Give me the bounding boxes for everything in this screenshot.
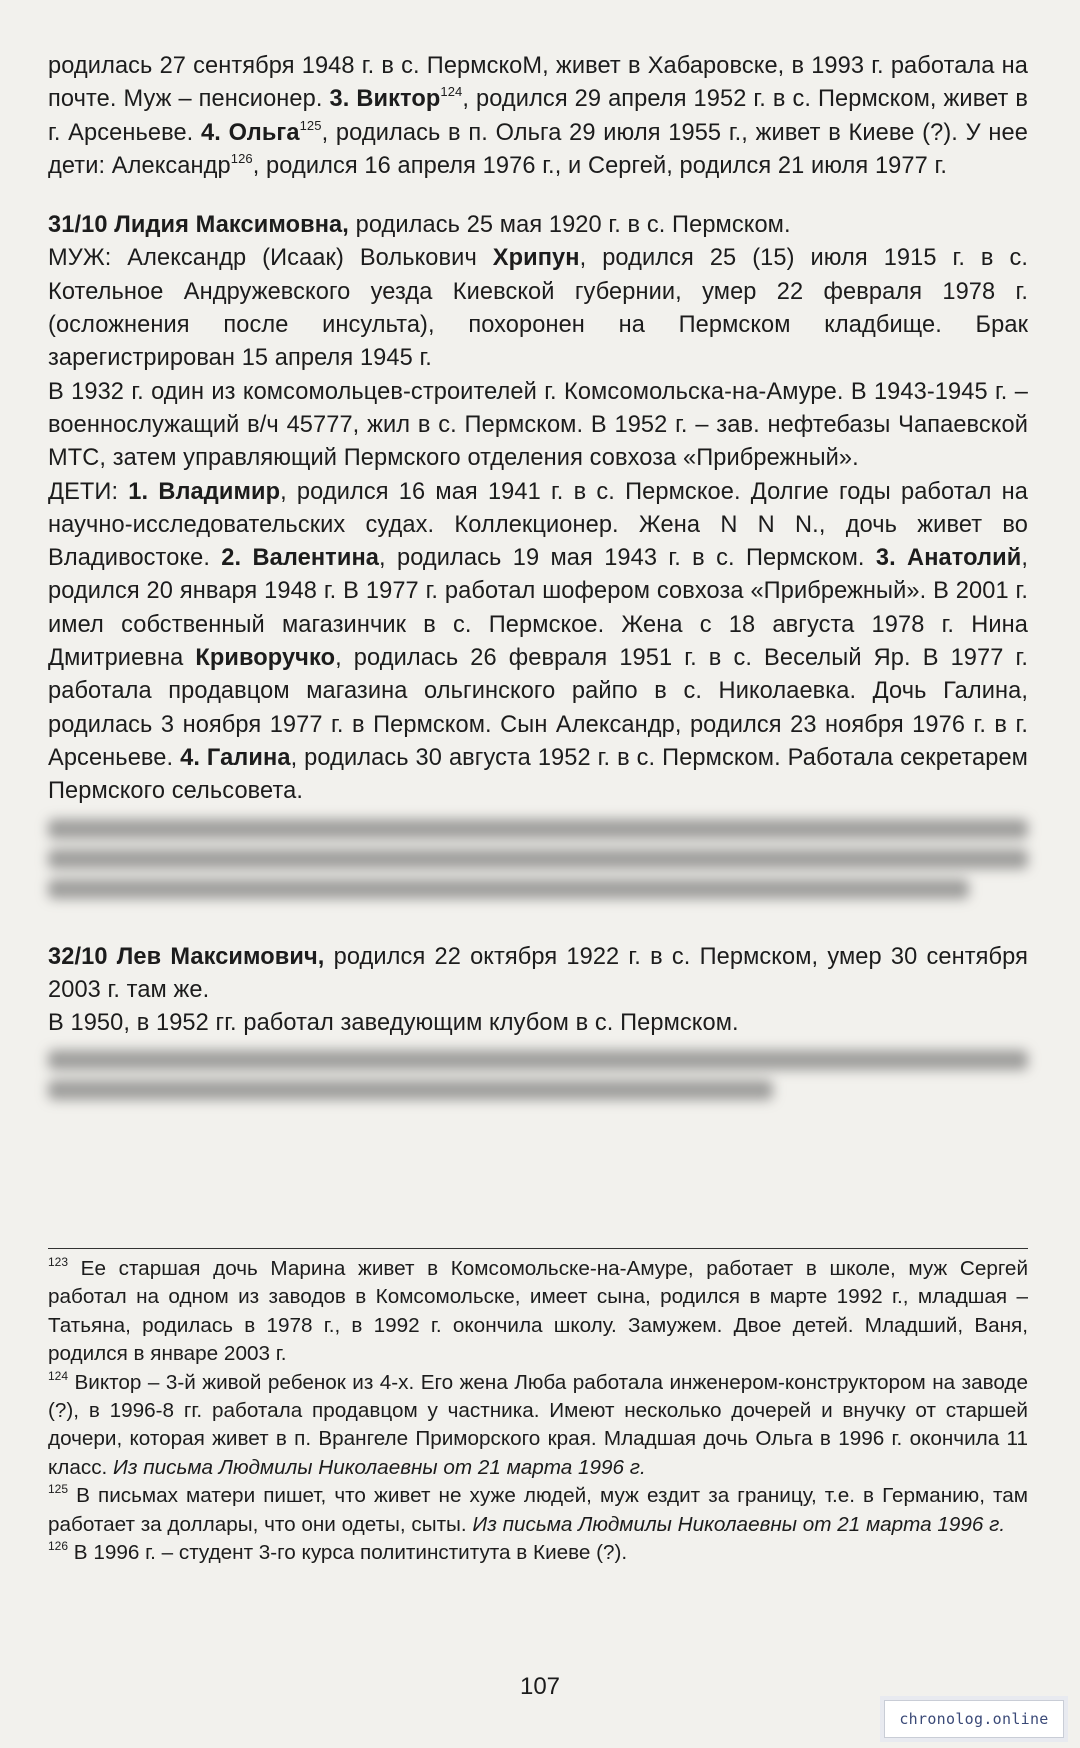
text-run: родился 22 октября 1922 г. в с. Пермском, умер 30 сентября 2003 г. там же. <box>48 943 1028 1003</box>
entry-paragraph <box>48 476 1028 809</box>
italic-source: Из письма Людмилы Николаевны от 21 марта 1996 г. <box>472 1512 1006 1536</box>
footnote-ref: 123 <box>48 1255 69 1269</box>
text-run: родилась 27 сентября 1948 г. в с. ПермскоМ, живет в Хабаровске, в 1993 г. работала на почте. Муж – пенсионер. <box>48 53 1028 113</box>
italic-source: Из письма Людмилы Николаевны от 21 марта 1996 г. <box>113 1455 646 1479</box>
bold-name: 32/10 Лев Максимович, <box>48 943 325 970</box>
text-run: , родился 16 мая 1941 г. в с. Пермское. Долгие годы работал на научно-исследовательских судах. Коллекционер. Жена N N N., дочь живет во Владивостоке. <box>48 478 1028 572</box>
entry-paragraph <box>48 1007 1028 1040</box>
text-run: В 1950, в 1952 гг. работал заведующим клубом в с. Пермском. <box>48 1010 739 1037</box>
text-run: , родился 16 апреля 1976 г., и Сергей, родился 21 июля 1977 г. <box>252 152 947 179</box>
text-run: , родился 29 апреля 1952 г. в с. Пермском, живет в г. Арсеньеве. <box>48 86 1029 146</box>
entry-paragraph <box>48 50 1028 183</box>
text-run: Ее старшая дочь Марина живет в Комсомольске-на-Амуре, работает в школе, муж Сергей работал на одном из заводов в Комсомольске, имеет сына, родился в марте 1992 г., младшая – Татьяна, родилась в 1978 г., в 1992 г. окончила школу. Замужем. Двое детей. Младший, Ваня, родился в январе 2003 г. <box>48 1257 1028 1366</box>
text-run: , родилась 19 мая 1943 г. в с. Пермском. <box>379 545 876 572</box>
bold-name: Криворучко <box>195 645 336 672</box>
bold-name: 31/10 Лидия Максимовна, <box>48 212 349 239</box>
footnote-paragraph <box>48 1255 1028 1369</box>
bold-name: 4. Галина <box>180 744 291 771</box>
bold-name: 4. Ольга <box>201 119 300 146</box>
entry-paragraph <box>48 242 1028 375</box>
bold-name: Хрипун <box>492 245 580 272</box>
footnote-ref: 126 <box>230 150 253 166</box>
footnote-paragraph <box>48 1482 1028 1539</box>
blurred-text-block-2 <box>48 1050 1028 1120</box>
watermark-badge[interactable] <box>884 1700 1064 1738</box>
text-run: , родилась 30 августа 1952 г. в с. Пермском. Работала секретарем Пермского сельсовета. <box>48 744 1028 805</box>
text-run: Виктор – 3-й живой ребенок из 4-х. Его жена Люба работала инженером-конструктором на заводе (?), в 1996-8 гг. работала продавцом у частника. Имеют несколько дочерей и внучку от старшей дочери, которая живет в п. Врангеле Приморского края. Младшая дочь Ольга в 1996 г. окончила 11 класс. <box>48 1370 1028 1479</box>
entry-paragraph <box>48 376 1028 476</box>
text-run: МУЖ: Александр (Исаак) Волькович <box>48 245 493 272</box>
footnote-ref: 124 <box>48 1368 69 1383</box>
entry-paragraph <box>48 209 1028 242</box>
text-run: В письмах матери пишет, что живет не хуже людей, муж ездит за границу, т.е. в Германию, там работает за доллары, что они одеты, сыты. <box>48 1484 1028 1536</box>
page-body <box>48 50 1029 1565</box>
bold-name: 1. Владимир <box>128 478 281 505</box>
footnote-ref: 125 <box>48 1482 69 1497</box>
blurred-text-block <box>48 819 1028 915</box>
entry-paragraph <box>48 941 1028 1008</box>
bold-name: 3. Виктор <box>329 86 441 113</box>
text-run: ДЕТИ: <box>48 478 129 505</box>
text-run: , родился 25 (15) июля 1915 г. в с. Котельное Андружевского уезда Киевской губернии, умер 22 февраля 1978 г. (осложнения после инсульта), похоронен на Пермском кладбище. Брак зарегистрирован 15 апреля 1945 г. <box>48 245 1028 372</box>
footnotes <box>48 1255 1028 1567</box>
bold-name: 3. Анатолий <box>875 545 1022 572</box>
footnote-ref: 125 <box>299 117 322 133</box>
bold-name: 2. Валентина <box>221 545 380 572</box>
main-text-part-1 <box>48 50 1028 809</box>
page-number: 107 <box>519 1673 561 1700</box>
footnote-ref: 124 <box>440 84 463 100</box>
text-run: В 1996 г. – студент 3-го курса политинститута в Киеве (?). <box>68 1541 628 1565</box>
main-text-part-2 <box>48 941 1028 1041</box>
text-run: , родился 20 января 1948 г. В 1977 г. работал шофером совхоза «Прибрежный». В 2001 г. имел собственный магазинчик в с. Пермское. Жена с 18 августа 1978 г. Нина Дмитриевна <box>48 545 1028 672</box>
text-run: родилась 25 мая 1920 г. в с. Пермском. <box>348 212 791 239</box>
watermark-text: chronolog.online <box>899 1710 1049 1728</box>
text-run: , родилась 26 февраля 1951 г. в с. Веселый Яр. В 1977 г. работала продавцом магазина ольгинского райпо в с. Николаевка. Дочь Галина, родилась 3 ноября 1977 г. в Пермском. Сын Александр, родился 23 ноября 1976 г. в г. Арсеньеве. <box>48 645 1028 771</box>
footnote-paragraph <box>48 1539 1028 1567</box>
text-run: , родилась в п. Ольга 29 июля 1955 г., живет в Киеве (?). У нее дети: Александр <box>48 119 1028 179</box>
text-run: В 1932 г. один из комсомольцев-строителей г. Комсомольска-на-Амуре. В 1943-1945 г. – военнослужащий в/ч 45777, жил в с. Пермском. В 1952 г. – зав. нефтебазы Чапаевской МТС, затем управляющий Пермского отделения совхоза «Прибрежный». <box>48 378 1028 472</box>
footnote-ref: 126 <box>48 1539 69 1554</box>
footnote-paragraph <box>48 1369 1028 1483</box>
footnote-divider <box>48 1248 1028 1249</box>
